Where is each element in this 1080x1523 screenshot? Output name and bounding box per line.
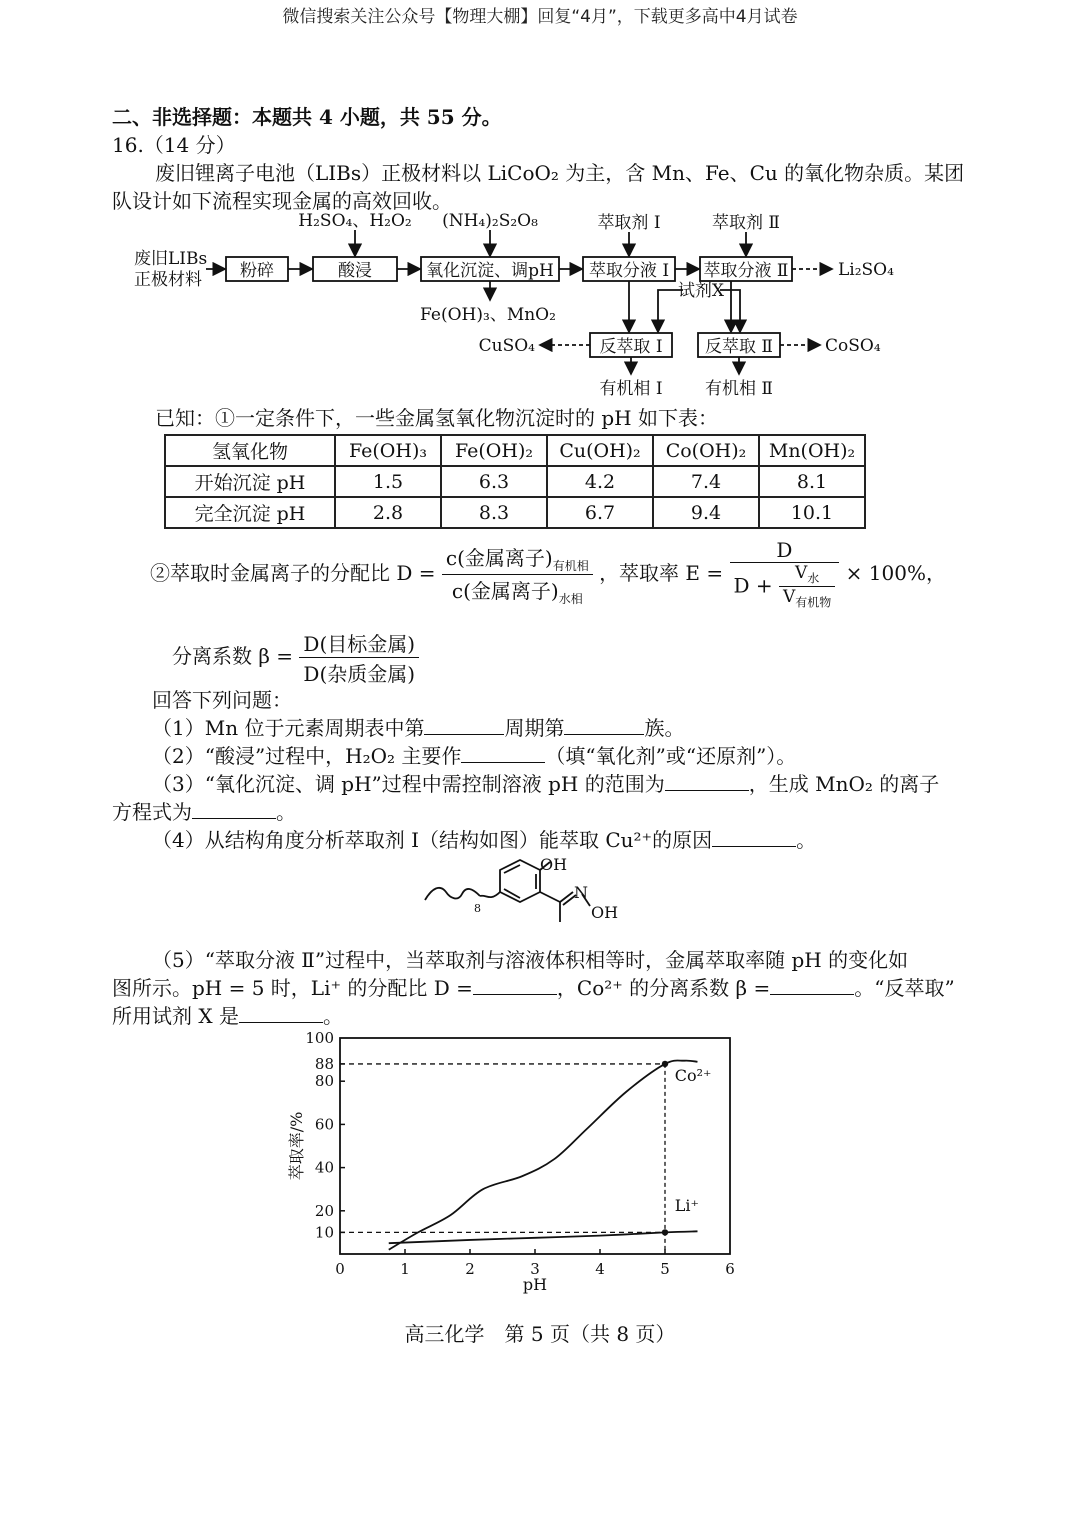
- table-header-cell: Fe(OH)₃: [335, 435, 441, 466]
- formula-beta-label: 分离系数 β =: [172, 644, 294, 668]
- question-1: （1）Mn 位于元素周期表中第 周期第 族。: [152, 716, 685, 740]
- flow-reagent-oxidize: (NH₄)₂S₂O₈: [442, 211, 538, 231]
- question-5-line3: 所用试剂 X 是 。: [112, 1004, 343, 1028]
- series-label-li: Li⁺: [674, 1195, 699, 1215]
- table-cell: 2.8: [335, 497, 441, 528]
- watermark: 微信搜索关注公众号【物理大棚】回复“4月”，下载更多高中4月试卷: [282, 7, 798, 27]
- table-header-row: [165, 435, 865, 466]
- y-tick-label: 20: [314, 1201, 334, 1220]
- known-intro: 已知：①一定条件下，一些金属氢氧化物沉淀时的 pH 如下表：: [155, 406, 718, 430]
- formula-beta-fraction: $\frac{\text{D(目标金属)}}{\text{D(杂质金属)}}$: [299, 628, 419, 687]
- formula-d-fraction: $\frac{c(金属离子)_{有机相}}{c(金属离子)_{水相}}$: [442, 542, 593, 607]
- answer-blank[interactable]: [665, 772, 749, 791]
- question-2: （2）“酸浸”过程中，H₂O₂ 主要作 （填“氧化剂”或“还原剂”）。: [152, 744, 797, 768]
- flow-extract1: 萃取分液 Ⅰ: [588, 261, 670, 281]
- flow-organic1: 有机相 Ⅰ: [599, 379, 663, 399]
- page-footer: 高三化学 第 5 页（共 8 页）: [404, 1322, 676, 1346]
- table-cell: 开始沉淀 pH: [165, 466, 335, 497]
- table-cell: 4.2: [547, 466, 653, 497]
- table-header-cell: Mn(OH)₂: [759, 435, 865, 466]
- structure-n: N: [574, 883, 588, 902]
- table-cell: 9.4: [653, 497, 759, 528]
- question-5-line2: 图所示。pH = 5 时，Li⁺ 的分配比 D = ，Co²⁺ 的分离系数 β = 。“反萃取”: [112, 976, 955, 1000]
- x-tick-label: 3: [530, 1260, 540, 1278]
- series-line-li: [389, 1231, 698, 1243]
- answer-blank[interactable]: [770, 976, 854, 995]
- flow-source-line1: 废旧LIBs: [134, 249, 208, 269]
- x-tick-label: 4: [595, 1260, 605, 1278]
- y-tick-label: 40: [314, 1158, 334, 1177]
- plot-frame: [340, 1038, 730, 1254]
- y-tick-label: 60: [314, 1115, 334, 1134]
- section-title: 二、非选择题：本题共 4 小题，共 55 分。: [112, 105, 502, 129]
- flow-output-li: Li₂SO₄: [838, 260, 894, 280]
- table-cell: 6.7: [547, 497, 653, 528]
- answer-blank[interactable]: [712, 828, 796, 847]
- formula-d-e: [150, 538, 946, 611]
- reference-point: [662, 1061, 668, 1067]
- table-header-cell: 氢氧化物: [165, 435, 335, 466]
- x-tick-label: 5: [660, 1260, 670, 1278]
- answer-intro: 回答下列问题：: [152, 688, 292, 712]
- flow-reagent-leach: H₂SO₄、H₂O₂: [298, 211, 412, 231]
- structure-oh2: OH: [591, 903, 619, 922]
- x-tick-label: 6: [725, 1260, 735, 1278]
- answer-blank[interactable]: [239, 1004, 323, 1023]
- y-tick-label: 80: [314, 1072, 334, 1091]
- flow-crush: 粉碎: [240, 261, 274, 281]
- question-3-cont: 方程式为 。: [112, 800, 296, 824]
- flow-precipitate: Fe(OH)₃、MnO₂: [420, 305, 556, 325]
- structure-n8: 8: [474, 902, 481, 915]
- answer-blank[interactable]: [424, 716, 504, 735]
- chart-ticks: [305, 1029, 734, 1278]
- reference-point: [662, 1229, 668, 1235]
- series-line-co: [389, 1060, 698, 1249]
- intro-line-2: 队设计如下流程实现金属的高效回收。: [112, 189, 452, 213]
- y-tick-label: 100: [305, 1029, 334, 1047]
- question-3: （3）“氧化沉淀、调 pH”过程中需控制溶液 pH 的范围为 ，生成 MnO₂ 的离子: [152, 772, 940, 796]
- process-flow-diagram: [120, 208, 910, 400]
- table-header-cell: Co(OH)₂: [653, 435, 759, 466]
- table-header-cell: Cu(OH)₂: [547, 435, 653, 466]
- table-row: [165, 466, 865, 497]
- structure-oh: OH: [540, 855, 568, 874]
- x-tick-label: 2: [465, 1260, 475, 1278]
- table-row: [165, 497, 865, 528]
- flow-leach: 酸浸: [338, 261, 372, 281]
- chart-xlabel: pH: [522, 1275, 548, 1294]
- chart-series: [389, 1060, 698, 1249]
- flow-back1: 反萃取 Ⅰ: [599, 337, 663, 357]
- series-label-co: Co²⁺: [674, 1066, 712, 1086]
- flow-source-line2: 正极材料: [134, 270, 202, 290]
- table-cell: 7.4: [653, 466, 759, 497]
- answer-blank[interactable]: [564, 716, 644, 735]
- flow-oxidize: 氧化沉淀、调pH: [426, 261, 554, 281]
- answer-blank[interactable]: [461, 744, 545, 763]
- flow-extract2: 萃取分液 Ⅱ: [703, 261, 789, 281]
- formula-d-label: ②萃取时金属离子的分配比 D =: [150, 560, 436, 585]
- chart-axes: [340, 1038, 730, 1254]
- table-cell: 1.5: [335, 466, 441, 497]
- table-cell: 10.1: [759, 497, 865, 528]
- formula-e-tail: × 100%，: [845, 560, 946, 585]
- y-tick-label: 88: [314, 1054, 334, 1073]
- ph-table: [164, 434, 866, 529]
- table-cell: 8.3: [441, 497, 547, 528]
- table-cell: 完全沉淀 pH: [165, 497, 335, 528]
- answer-blank[interactable]: [473, 976, 557, 995]
- formula-e-label: ，萃取率 E =: [599, 560, 724, 585]
- answer-blank[interactable]: [192, 800, 276, 819]
- x-tick-label: 1: [400, 1260, 410, 1278]
- flow-output-cu: CuSO₄: [478, 336, 535, 356]
- flow-reagent-extract1: 萃取剂 Ⅰ: [597, 213, 661, 233]
- question-5-line1: （5）“萃取分液 Ⅱ”过程中，当萃取剂与溶液体积相等时，金属萃取率随 pH 的变化如: [152, 948, 909, 972]
- flow-reagent-extract2: 萃取剂 Ⅱ: [712, 213, 780, 233]
- flow-back2: 反萃取 Ⅱ: [705, 337, 773, 357]
- chart-guides: [340, 1064, 665, 1254]
- y-tick-label: 10: [314, 1223, 334, 1242]
- formula-beta: [172, 628, 419, 687]
- x-tick-label: 0: [335, 1260, 345, 1278]
- table-header-cell: Fe(OH)₂: [441, 435, 547, 466]
- extractant-structure: [410, 850, 620, 932]
- table-cell: 6.3: [441, 466, 547, 497]
- flow-organic2: 有机相 Ⅱ: [705, 379, 773, 399]
- question-number: 16.（14 分）: [112, 133, 236, 157]
- formula-e-fraction: D D + $\frac{V_水}{V_{有机物}}$: [730, 538, 840, 611]
- flow-output-co: CoSO₄: [825, 336, 881, 356]
- extraction-rate-chart: [270, 1028, 770, 1304]
- intro-line-1: 废旧锂离子电池（LIBs）正极材料以 LiCoO₂ 为主，含 Mn、Fe、Cu 的氧化物杂质。某团: [155, 161, 965, 185]
- table-cell: 8.1: [759, 466, 865, 497]
- question-4: （4）从结构角度分析萃取剂 Ⅰ（结构如图）能萃取 Cu²⁺的原因 。: [152, 828, 817, 852]
- flow-reagent-x: 试剂X: [677, 281, 725, 301]
- chart-ylabel: 萃取率/%: [287, 1111, 306, 1181]
